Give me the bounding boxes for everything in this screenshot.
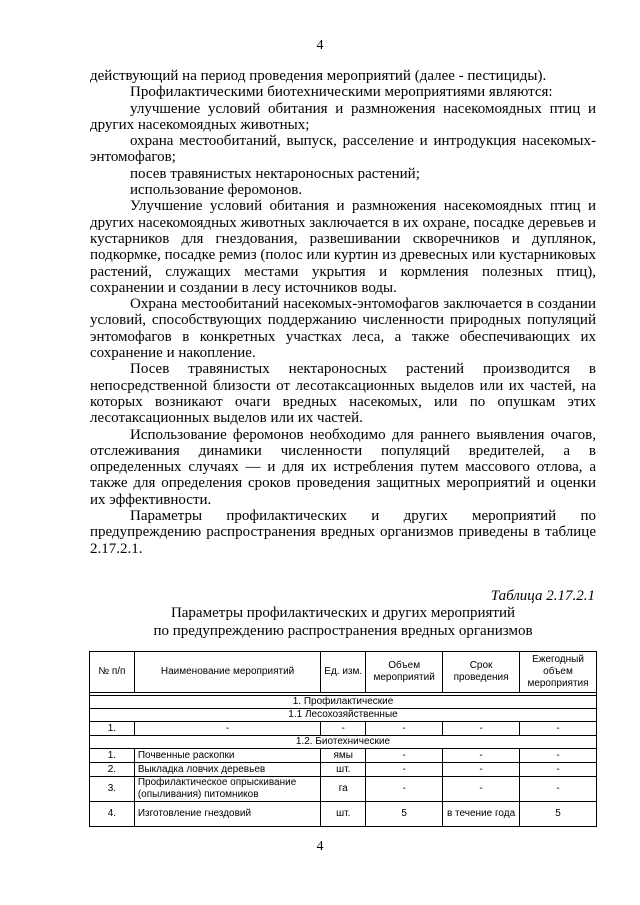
subsection-title: 1.1 Лесохозяйственные (90, 709, 597, 722)
header-num: № п/п (90, 652, 135, 693)
paragraph: Использование феромонов необходимо для раннего выявления очагов, отслеживания динамики численности популяций вредителей, а в определенных случаях — и для их истребления путем массового отлова, а также для определения сроков проведения защитных мероприятий и оценки их эффективности. (90, 426, 596, 508)
table-row (90, 802, 597, 827)
paragraph: Профилактическими биотехническими мероприятиями являются: (130, 84, 553, 101)
cell-num: 3. (90, 777, 135, 802)
cell-annual: - (520, 763, 597, 777)
subsection-row (90, 709, 597, 722)
cell-term: - (443, 763, 520, 777)
table-row (90, 777, 597, 802)
cell-volume: 5 (366, 802, 443, 827)
cell-annual: - (520, 777, 597, 802)
table-row (90, 722, 597, 736)
paragraph: действующий на период проведения мероприятий (далее - пестициды). (90, 68, 547, 84)
table-row (90, 749, 597, 763)
header-unit: Ед. изм. (321, 652, 366, 693)
page-number-bottom: 4 (316, 839, 324, 854)
cell-annual: - (520, 722, 597, 736)
header-annual: Ежегодный объем мероприятия (520, 652, 597, 693)
table-title (90, 604, 596, 640)
cell-volume: - (366, 763, 443, 777)
paragraph: посев травянистых нектароносных растений; (130, 165, 420, 182)
cell-volume: - (366, 722, 443, 736)
body-text (90, 68, 596, 557)
paragraph: улучшение условий обитания и размножения насекомоядных птиц и других насекомоядных животных; (90, 100, 596, 133)
cell-annual: 5 (520, 802, 597, 827)
cell-unit: ямы (321, 749, 366, 763)
subsection-row (90, 736, 597, 749)
cell-name: Почвенные раскопки (134, 749, 320, 763)
paragraph: Охрана местообитаний насекомых-энтомофагов заключается в создании условий, способствующих поддержанию численности природных популяций энтомофагов в конкретных участках леса, а также обеспечивающих их сохранение и накопление. (90, 296, 596, 362)
cell-unit: га (321, 777, 366, 802)
cell-term: - (443, 749, 520, 763)
cell-num: 4. (90, 802, 135, 827)
paragraph: Улучшение условий обитания и размножения насекомоядных птиц и других насекомоядных животных заключается в их охране, посадке деревьев и кустарников для гнездования, развешивании скворечников и дуплянок, подкормке, посадке ремиз (полос или куртин из древесных или кустарниковых растений, служащих местами укрытия и кормления полезных птиц), сохранении и создании в лесу источников воды. (90, 198, 596, 296)
cell-unit: шт. (321, 763, 366, 777)
table-title-line: по предупреждению распространения вредных организмов (153, 623, 533, 639)
table-row (90, 763, 597, 777)
cell-term: - (443, 777, 520, 802)
cell-unit: шт. (321, 802, 366, 827)
page-number-top: 4 (316, 38, 324, 53)
paragraph: Параметры профилактических и других мероприятий по предупреждению распространения вредных организмов приведены в таблице 2.17.2.1. (90, 508, 596, 557)
cell-name: Выкладка ловчих деревьев (134, 763, 320, 777)
cell-name: Профилактическое опрыскивание (опыливания) питомников (134, 777, 320, 802)
section-title: 1. Профилактические (90, 696, 597, 709)
table-caption: Таблица 2.17.2.1 (490, 588, 595, 604)
cell-num: 2. (90, 763, 135, 777)
cell-num: 1. (90, 722, 135, 736)
section-row (90, 696, 597, 709)
paragraph: охрана местообитаний, выпуск, расселение и интродукция насекомых-энтомофагов; (90, 133, 596, 166)
table-title-line: Параметры профилактических и других мероприятий (170, 605, 516, 621)
cell-unit: - (321, 722, 366, 736)
header-volume: Объем мероприятий (366, 652, 443, 693)
paragraph: использование феромонов. (130, 182, 303, 199)
table-header-row (90, 652, 597, 693)
cell-name: - (134, 722, 320, 736)
cell-volume: - (366, 749, 443, 763)
cell-annual: - (520, 749, 597, 763)
header-name: Наименование мероприятий (134, 652, 320, 693)
cell-term: - (443, 722, 520, 736)
subsection-title: 1.2. Биотехнические (90, 736, 597, 749)
parameters-table (89, 651, 597, 827)
paragraph: Посев травянистых нектароносных растений производится в непосредственной близости от лесотаксационных выделов или их частей, на которых возникают очаги вредных насекомых, или по опушкам этих лесотаксационных выделов или их частей. (90, 361, 596, 427)
cell-num: 1. (90, 749, 135, 763)
cell-term: в течение года (443, 802, 520, 827)
header-term: Срок проведения (443, 652, 520, 693)
cell-name: Изготовление гнездовий (134, 802, 320, 827)
cell-volume: - (366, 777, 443, 802)
